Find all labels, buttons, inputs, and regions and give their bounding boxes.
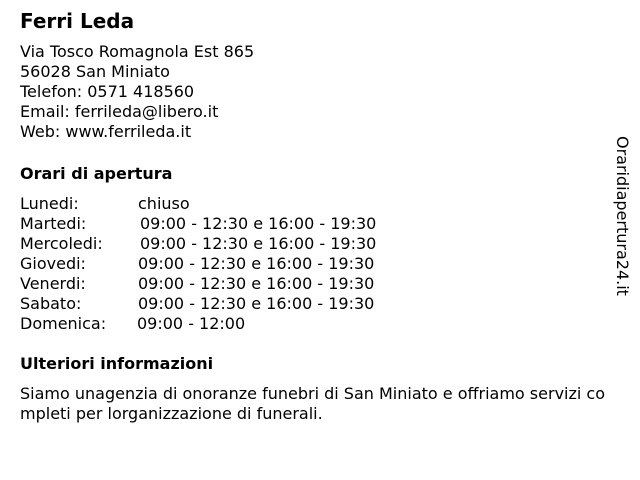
opening-hours-heading: Orari di apertura (20, 164, 173, 183)
more-info-heading: Ulteriori informazioni (20, 354, 214, 373)
address-line: Via Tosco Romagnola Est 865 (20, 42, 255, 61)
day-label: Sabato: (20, 294, 82, 313)
contact-block (20, 42, 610, 142)
hours-row-martedi (20, 214, 610, 234)
email-line: Email: ferrileda@libero.it (20, 102, 219, 121)
opening-hours-table (20, 194, 610, 334)
day-label: Lunedi: (20, 194, 79, 213)
web-line: Web: www.ferrileda.it (20, 122, 192, 141)
hours-value: 09:00 - 12:30 e 16:00 - 19:30 (138, 274, 375, 293)
hours-row-giovedi (20, 254, 610, 274)
city-line: 56028 San Miniato (20, 62, 170, 81)
hours-value: 09:00 - 12:30 e 16:00 - 19:30 (138, 294, 375, 313)
day-label: Mercoledi: (20, 234, 103, 253)
business-name: Ferri Leda (20, 9, 135, 33)
hours-value: 09:00 - 12:00 (137, 314, 246, 333)
hours-value: 09:00 - 12:30 e 16:00 - 19:30 (140, 214, 377, 233)
side-brand-watermark (612, 136, 632, 308)
phone-line: Telefon: 0571 418560 (20, 82, 195, 101)
hours-row-venerdi (20, 274, 610, 294)
hours-value: 09:00 - 12:30 e 16:00 - 19:30 (140, 234, 377, 253)
business-card (20, 0, 610, 424)
hours-row-domenica (20, 314, 610, 334)
side-brand-text: Oraridiapertura24.it (613, 136, 632, 296)
day-label: Giovedi: (20, 254, 86, 273)
hours-value: 09:00 - 12:30 e 16:00 - 19:30 (138, 254, 375, 273)
day-label: Venerdi: (20, 274, 86, 293)
more-info-text: Siamo unagenzia di onoranze funebri di San Miniato e offriamo servizi completi per lorganizzazione di funerali. (20, 384, 605, 423)
hours-row-mercoledi (20, 234, 610, 254)
day-label: Domenica: (20, 314, 107, 333)
day-label: Martedi: (20, 214, 87, 233)
hours-value: chiuso (138, 194, 190, 213)
hours-row-lunedi (20, 194, 610, 214)
hours-row-sabato (20, 294, 610, 314)
